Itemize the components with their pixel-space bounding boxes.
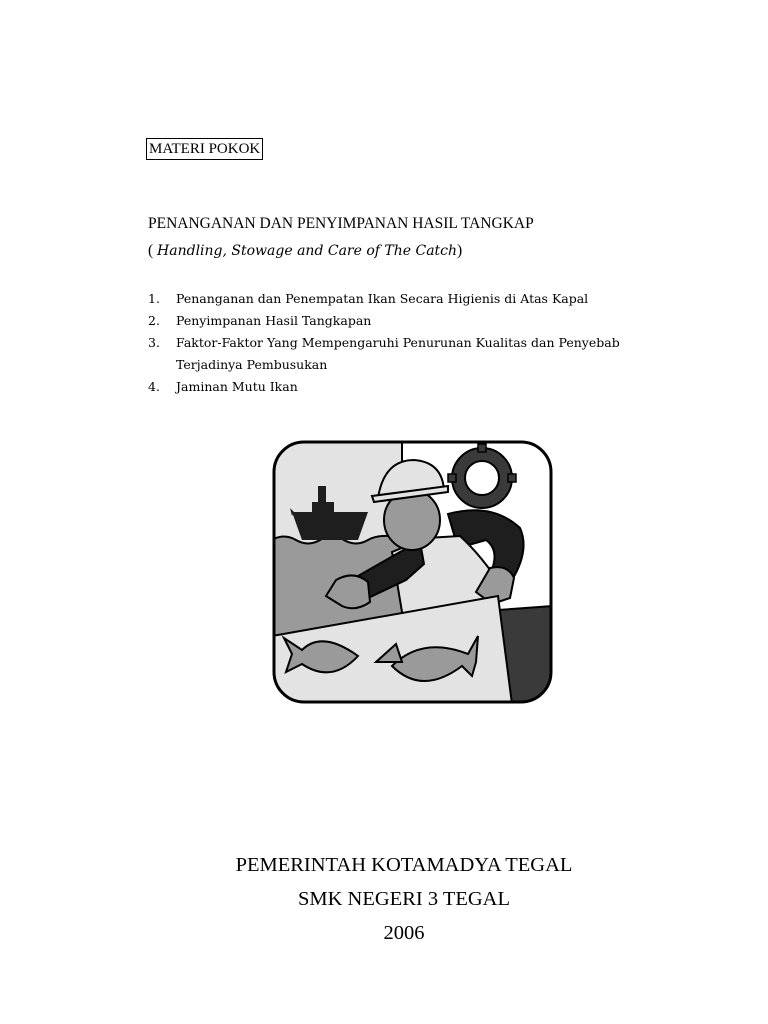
subtitle-english: Handling, Stowage and Care of The Catch [157,243,458,259]
list-item [148,376,646,398]
document-title: PENANGANAN DAN PENYIMPANAN HASIL TANGKAP [148,215,534,232]
document-footer [0,848,768,950]
list-item-number: 4. [148,379,160,394]
list-item [148,288,646,310]
list-item [148,332,646,376]
fish-handling-illustration [272,440,553,704]
footer-government: PEMERINTAH KOTAMADYA TEGAL [235,854,573,876]
section-label: MATERI POKOK [146,138,263,160]
list-item-text: Penyimpanan Hasil Tangkapan [176,313,372,328]
list-item [148,310,646,332]
list-item-text: Faktor-Faktor Yang Mempengaruhi Penurunan Kualitas dan Penyebab [176,335,620,350]
footer-school: SMK NEGERI 3 TEGAL [297,888,511,910]
subtitle-close-paren: ) [457,242,463,259]
list-item-number: 1. [148,291,160,306]
list-item-text: Jaminan Mutu Ikan [176,379,298,394]
list-item-number: 2. [148,313,160,328]
list-item-text: Penanganan dan Penempatan Ikan Secara Higienis di Atas Kapal [176,291,589,306]
list-item-text-continued: Terjadinya Pembusukan [176,357,328,372]
footer-year: 2006 [383,922,425,944]
topic-list [148,288,646,398]
subtitle-open-paren: ( [148,242,158,259]
document-subtitle [148,242,462,260]
list-item-number: 3. [148,335,160,350]
